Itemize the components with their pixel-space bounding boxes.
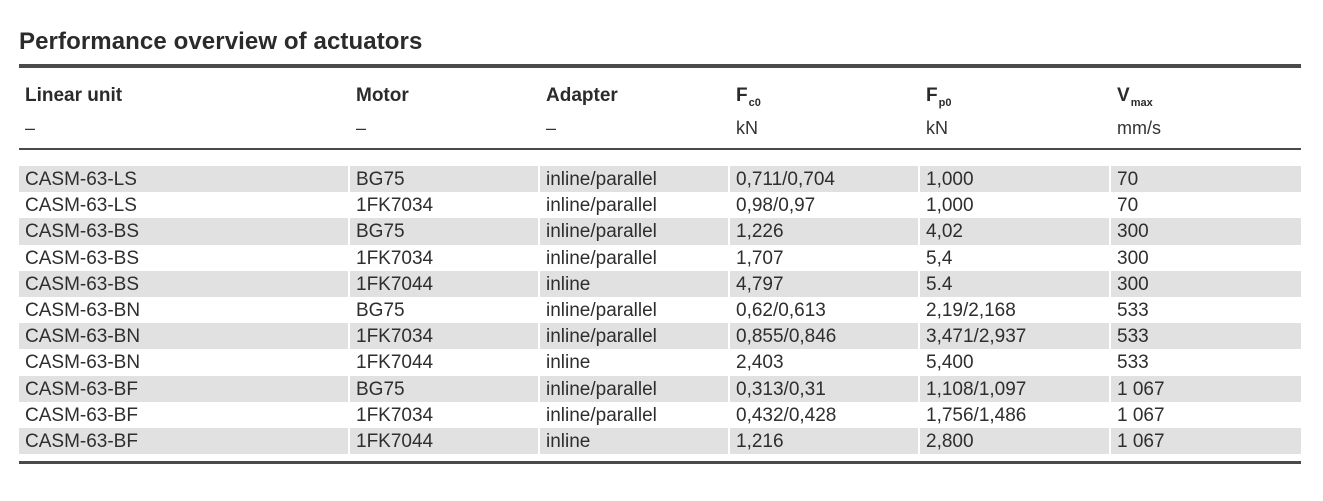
cell-linear-unit: CASM-63-BF (25, 378, 138, 400)
cell-adapter: inline/parallel (546, 169, 657, 190)
column-separator (538, 192, 540, 218)
column-separator (1109, 323, 1111, 349)
column-separator (1109, 402, 1111, 428)
column-separator (538, 323, 540, 349)
column-separator (348, 297, 350, 323)
column-separator (1109, 376, 1111, 402)
column-name-subscript: max (1130, 97, 1153, 109)
cell-fc0: 2,403 (736, 352, 784, 374)
column-name: $V_{max}$ (1117, 85, 1153, 109)
column-separator (918, 402, 920, 428)
cell-vmax: 533 (1117, 352, 1149, 374)
cell-adapter: inline/parallel (546, 299, 657, 321)
column-separator (538, 402, 540, 428)
column-separator (728, 166, 730, 192)
cell-fp0: 1,000 (926, 195, 974, 217)
column-separator (1109, 271, 1111, 297)
cell-linear-unit: CASM-63-BF (25, 404, 138, 426)
table-row (19, 323, 1301, 349)
cell-vmax: 70 (1117, 169, 1139, 190)
column-separator (918, 166, 920, 192)
table-row (19, 297, 1301, 323)
cell-vmax: 533 (1117, 299, 1149, 321)
column-separator (538, 297, 540, 323)
cell-adapter: inline (546, 430, 591, 452)
cell-vmax: 1 067 (1117, 430, 1165, 452)
column-separator (918, 376, 920, 402)
column-separator (538, 428, 540, 454)
cell-vmax: 1 067 (1117, 378, 1165, 400)
cell-vmax: 300 (1117, 221, 1149, 243)
cell-vmax: 300 (1117, 273, 1149, 295)
cell-fc0: 1,226 (736, 221, 784, 243)
column-separator (1109, 428, 1111, 454)
column-separator (728, 271, 730, 297)
column-separator (1109, 192, 1111, 218)
column-separator (918, 297, 920, 323)
cell-motor: 1FK7044 (356, 273, 434, 295)
column-name: $F_{p0}$ (926, 85, 952, 109)
cell-adapter: inline/parallel (546, 221, 657, 243)
column-separator (918, 271, 920, 297)
column-separator (918, 218, 920, 244)
column-separator (538, 349, 540, 375)
cell-linear-unit: CASM-63-BN (25, 326, 141, 348)
column-separator (728, 297, 730, 323)
column-separator (1109, 245, 1111, 271)
column-separator (918, 428, 920, 454)
column-unit: – (356, 118, 367, 138)
column-separator (538, 166, 540, 192)
column-separator (348, 428, 350, 454)
column-name: Linear unit (25, 85, 123, 106)
cell-adapter: inline/parallel (546, 404, 657, 426)
table-row (19, 349, 1301, 375)
cell-adapter: inline/parallel (546, 326, 657, 348)
cell-motor: BG75 (356, 169, 405, 190)
column-separator (538, 218, 540, 244)
column-name: Motor (356, 85, 409, 106)
cell-fc0: 4,797 (736, 273, 784, 295)
column-separator (728, 349, 730, 375)
column-separator (1109, 166, 1111, 192)
cell-adapter: inline (546, 273, 591, 295)
cell-linear-unit: CASM-63-BN (25, 299, 141, 321)
cell-adapter: inline/parallel (546, 195, 657, 217)
cell-fp0: 2,800 (926, 430, 974, 452)
column-separator (728, 192, 730, 218)
cell-motor: BG75 (356, 378, 405, 400)
cell-adapter: inline (546, 352, 591, 374)
cell-vmax: 1 067 (1117, 404, 1165, 426)
column-separator (1109, 297, 1111, 323)
cell-fp0: 5.4 (926, 273, 953, 295)
cell-linear-unit: CASM-63-BF (25, 430, 138, 452)
cell-fp0: 5,400 (926, 352, 974, 374)
cell-vmax: 70 (1117, 195, 1139, 217)
cell-fc0: 0,432/0,428 (736, 404, 837, 426)
cell-adapter: inline/parallel (546, 247, 657, 269)
cell-motor: BG75 (356, 221, 405, 243)
column-separator (728, 376, 730, 402)
table-bottom-rule (19, 461, 1301, 464)
cell-motor: 1FK7044 (356, 430, 434, 452)
column-separator (538, 245, 540, 271)
column-separator (348, 349, 350, 375)
column-separator (918, 192, 920, 218)
column-separator (728, 323, 730, 349)
column-separator (348, 192, 350, 218)
cell-adapter: inline/parallel (546, 378, 657, 400)
column-separator (1109, 349, 1111, 375)
column-unit: mm/s (1117, 118, 1161, 138)
column-separator (348, 271, 350, 297)
cell-motor: 1FK7034 (356, 326, 434, 348)
cell-vmax: 533 (1117, 326, 1149, 348)
table-row (19, 192, 1301, 218)
cell-fp0: 2,19/2,168 (926, 299, 1016, 321)
column-name-subscript: p0 (938, 97, 952, 109)
cell-fc0: 0,855/0,846 (736, 326, 837, 348)
table-row (19, 245, 1301, 271)
column-separator (918, 323, 920, 349)
column-name-subscript: c0 (748, 97, 761, 109)
cell-fc0: 0,711/0,704 (736, 169, 835, 190)
cell-linear-unit: CASM-63-LS (25, 195, 137, 217)
cell-fc0: 1,216 (736, 430, 784, 452)
cell-fc0: 0,313/0,31 (736, 378, 826, 400)
page-title: Performance overview of actuators (19, 28, 423, 55)
column-unit: – (546, 118, 557, 138)
cell-fc0: 0,62/0,613 (736, 299, 826, 321)
table-row (19, 271, 1301, 297)
table-row (19, 402, 1301, 428)
table-row (19, 166, 1301, 192)
table-body (19, 166, 1301, 454)
column-separator (728, 428, 730, 454)
column-unit: – (25, 118, 36, 138)
column-separator (728, 218, 730, 244)
column-separator (348, 376, 350, 402)
column-separator (728, 402, 730, 428)
column-separator (1109, 218, 1111, 244)
cell-fp0: 4,02 (926, 221, 963, 243)
column-unit: kN (926, 118, 948, 138)
table-row (19, 218, 1301, 244)
column-separator (538, 376, 540, 402)
cell-fp0: 1,108/1,097 (926, 378, 1027, 400)
column-separator (918, 245, 920, 271)
cell-fc0: 0,98/0,97 (736, 195, 816, 217)
column-separator (538, 271, 540, 297)
cell-motor: 1FK7034 (356, 247, 434, 269)
cell-fc0: 1,707 (736, 247, 784, 269)
table-row (19, 376, 1301, 402)
table-row (19, 428, 1301, 454)
cell-motor: 1FK7034 (356, 404, 434, 426)
cell-linear-unit: CASM-63-BS (25, 247, 140, 269)
cell-fp0: 3,471/2,937 (926, 326, 1027, 348)
column-separator (348, 218, 350, 244)
column-name: $F_{c0}$ (736, 85, 761, 109)
cell-linear-unit: CASM-63-BN (25, 352, 141, 374)
cell-linear-unit: CASM-63-LS (25, 169, 137, 190)
table-header (19, 68, 1301, 148)
column-separator (348, 245, 350, 271)
cell-linear-unit: CASM-63-BS (25, 273, 140, 295)
cell-fp0: 1,000 (926, 169, 974, 190)
column-name: Adapter (546, 85, 618, 106)
cell-motor: BG75 (356, 299, 405, 321)
cell-motor: 1FK7044 (356, 352, 434, 374)
column-separator (918, 349, 920, 375)
column-unit: kN (736, 118, 758, 138)
column-separator (348, 402, 350, 428)
cell-motor: 1FK7034 (356, 195, 434, 217)
column-separator (348, 166, 350, 192)
cell-fp0: 5,4 (926, 247, 953, 269)
performance-table (19, 64, 1301, 464)
cell-vmax: 300 (1117, 247, 1149, 269)
column-separator (348, 323, 350, 349)
cell-linear-unit: CASM-63-BS (25, 221, 140, 243)
cell-fp0: 1,756/1,486 (926, 404, 1027, 426)
column-separator (728, 245, 730, 271)
